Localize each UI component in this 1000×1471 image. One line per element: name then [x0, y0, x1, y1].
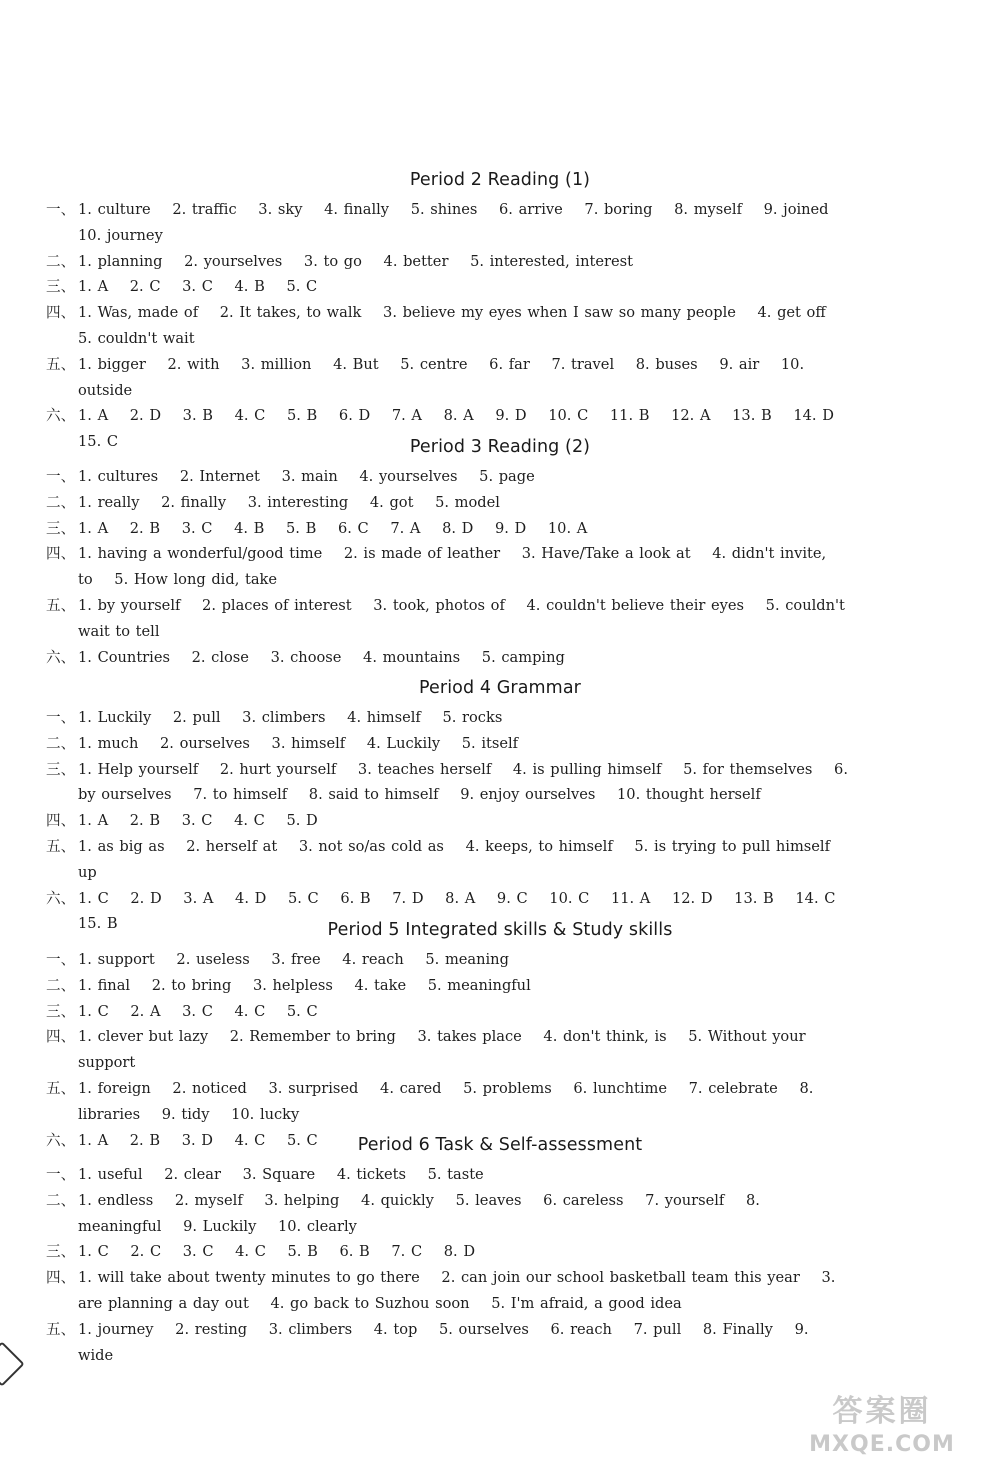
exercise-label: 四、 — [46, 545, 76, 563]
answer-item: 3. choose — [270, 648, 342, 666]
answer-item: 5. meaning — [425, 951, 509, 968]
answer-item: 8. A — [443, 407, 474, 425]
exercise-row — [0, 1239, 1000, 1265]
exercise-row — [0, 541, 1000, 593]
answer-item: 4. B — [234, 519, 265, 537]
answer-item: 4. got — [369, 493, 414, 511]
answer-item: 2. resting — [175, 1320, 248, 1338]
exercise-label: 六、 — [46, 648, 76, 666]
answer-item: 3. helping — [264, 1191, 340, 1209]
answer-item: 4. yourselves — [359, 468, 458, 485]
answer-item: 3. to go — [303, 252, 362, 270]
exercise-row — [0, 352, 1000, 404]
answer-item: 5. rocks — [442, 709, 503, 726]
exercise-label: 一、 — [46, 709, 76, 726]
answer-item: 1. Was, made of — [78, 304, 199, 322]
exercise-row — [0, 1265, 1000, 1317]
answer-item: 5. B — [287, 1243, 318, 1261]
answer-item: 4. keeps, to himself — [465, 837, 613, 855]
answer-item: 6. by ourselves — [78, 760, 848, 804]
exercise-answers — [78, 1317, 858, 1369]
answer-item: 6. reach — [550, 1320, 612, 1338]
answer-item: 8. meaningful — [78, 1191, 760, 1235]
answer-item: 6. B — [339, 1243, 370, 1261]
answer-item: 2. pull — [172, 709, 221, 726]
answer-item: 6. far — [489, 355, 530, 373]
answer-item: 9. joined — [763, 201, 829, 218]
answer-item: 7. D — [392, 889, 424, 907]
answer-item: 2. close — [191, 648, 249, 666]
answer-item: 5. shines — [410, 201, 478, 218]
exercise-answers — [78, 300, 858, 352]
answer-item: 9. enjoy ourselves — [460, 786, 596, 804]
answer-item: 12. D — [671, 889, 713, 907]
exercise-label: 三、 — [46, 519, 76, 537]
answer-item: 8. Finally — [702, 1320, 773, 1338]
answer-item: 9. D — [494, 519, 527, 537]
answer-item: 3. climbers — [242, 709, 326, 726]
answer-item: 3. Have/Take a look at — [521, 545, 691, 563]
answer-item: 10. lucky — [231, 1105, 300, 1123]
answer-item: 2. B — [129, 812, 161, 830]
answer-item: 4. reach — [342, 951, 404, 968]
answer-item: 2. herself at — [186, 837, 278, 855]
exercise-label: 一、 — [46, 201, 76, 218]
answer-item: 2. places of interest — [202, 596, 352, 614]
answer-item: 2. C — [130, 1243, 162, 1261]
exercise-answers — [78, 645, 858, 671]
exercise-answers — [78, 1239, 858, 1265]
answer-item: 2. is made of leather — [343, 545, 501, 563]
answer-item: 3. took, photos of — [373, 596, 505, 614]
exercise-row — [0, 731, 1000, 757]
answer-item: 3. climbers — [268, 1320, 353, 1338]
answer-item: 4. D — [235, 889, 267, 907]
answer-item: 10. outside — [78, 355, 805, 399]
exercise-row — [0, 197, 1000, 249]
exercise-answers — [78, 1188, 858, 1240]
exercise-label: 三、 — [46, 278, 76, 296]
answer-item: 3. Square — [242, 1166, 316, 1183]
exercise-answers — [78, 834, 858, 886]
answer-item: 2. C — [129, 278, 161, 296]
answer-item: 4. quickly — [361, 1191, 434, 1209]
answer-item: 3. himself — [271, 734, 346, 752]
answer-item: 4. finally — [324, 201, 390, 218]
answer-item: 1. cultures — [78, 468, 159, 485]
answer-item: 4. mountains — [363, 648, 461, 666]
answer-item: 4. C — [234, 1131, 266, 1149]
exercise-label: 六、 — [46, 889, 76, 907]
answer-item: 6. arrive — [499, 201, 563, 218]
answer-item: 5. B — [286, 519, 317, 537]
answer-item: 1. A — [78, 812, 109, 830]
answer-item: 5. C — [286, 278, 318, 296]
exercise-label: 三、 — [46, 1243, 76, 1261]
exercise-answers — [78, 274, 858, 300]
answer-item: 2. B — [129, 1131, 161, 1149]
answer-item: 15. B — [78, 915, 118, 933]
exercise-label: 四、 — [46, 1028, 76, 1046]
answer-item: 4. top — [373, 1320, 418, 1338]
answer-item: 1. journey — [78, 1320, 154, 1338]
exercise-label: 一、 — [46, 468, 76, 485]
exercise-answers — [78, 541, 858, 593]
answer-item: 1. C — [78, 889, 109, 907]
answer-item: 1. clever but lazy — [78, 1028, 209, 1046]
answer-item: 5. D — [286, 812, 318, 830]
exercise-answers — [78, 490, 858, 516]
watermark-site: MXQE.COM — [809, 1432, 955, 1457]
answer-item: 12. A — [671, 407, 711, 425]
answer-item: 5. camping — [481, 648, 565, 666]
exercise-answers — [78, 731, 858, 757]
answer-item: 7. celebrate — [688, 1079, 778, 1097]
exercise-label: 二、 — [46, 976, 76, 994]
exercise-label: 五、 — [46, 355, 76, 373]
answer-item: 3. million — [241, 355, 312, 373]
answer-item: 1. Luckily — [78, 709, 152, 726]
exercise-label: 五、 — [46, 596, 76, 614]
exercise-label: 五、 — [46, 1320, 76, 1338]
answer-item: 5. taste — [427, 1166, 484, 1183]
exercise-label: 二、 — [46, 734, 76, 752]
answer-item: 5. Without your support — [78, 1028, 806, 1072]
answer-item: 2. ourselves — [160, 734, 250, 752]
answer-item: 1. Help yourself — [78, 760, 199, 778]
answer-item: 5. for themselves — [683, 760, 813, 778]
answer-item: 1. will take about twenty minutes to go there — [78, 1269, 420, 1287]
answer-item: 2. to bring — [151, 976, 232, 994]
answer-item: 4. C — [234, 1002, 266, 1020]
period-6-section — [0, 1128, 1000, 1368]
exercise-label: 三、 — [46, 1002, 76, 1020]
exercise-label: 二、 — [46, 252, 76, 270]
exercise-label: 四、 — [46, 812, 76, 830]
answer-item: 2. yourselves — [184, 252, 283, 270]
answer-item: 4. Luckily — [366, 734, 441, 752]
answer-item: 1. having a wonderful/good time — [78, 545, 323, 563]
answer-item: 5. couldn't wait to tell — [78, 596, 845, 640]
answer-item: 3. believe my eyes when I saw so many people — [383, 304, 736, 322]
exercise-row — [0, 300, 1000, 352]
answer-item: 1. useful — [78, 1166, 143, 1183]
answer-item: 13. B — [734, 889, 774, 907]
answer-item: 3. interesting — [247, 493, 349, 511]
exercise-row — [0, 808, 1000, 834]
answer-item: 4. didn't invite, to — [78, 545, 827, 589]
exercise-label: 四、 — [46, 1269, 76, 1287]
answer-item: 11. A — [610, 889, 651, 907]
exercise-label: 四、 — [46, 304, 76, 322]
answer-item: 4. B — [234, 278, 265, 296]
exercise-label: 五、 — [46, 837, 76, 855]
answer-item: 3. takes place — [417, 1028, 522, 1046]
exercise-answers — [78, 808, 858, 834]
answer-item: 8. libraries — [78, 1079, 814, 1123]
answer-item: 9. D — [495, 407, 527, 425]
answer-item: 5. interested, interest — [470, 252, 633, 270]
answer-item: 3. surprised — [268, 1079, 359, 1097]
answer-item: 4. get off — [757, 304, 826, 322]
answer-item: 7. travel — [551, 355, 615, 373]
answer-item: 5. leaves — [455, 1191, 522, 1209]
answer-item: 2. can join our school basketball team this year — [441, 1269, 800, 1287]
answer-item: 2. B — [129, 519, 161, 537]
answer-item: 1. foreign — [78, 1079, 151, 1097]
answer-item: 3. A — [183, 889, 214, 907]
answer-item: 2. hurt yourself — [219, 760, 337, 778]
answer-item: 3. C — [181, 519, 213, 537]
answer-item: 3. C — [182, 1243, 214, 1261]
answer-item: 5. C — [286, 1131, 318, 1149]
exercise-row — [0, 464, 1000, 490]
answer-item: 10. A — [547, 519, 588, 537]
exercise-row — [0, 947, 1000, 973]
exercise-label: 二、 — [46, 1191, 76, 1209]
answer-item: 1. as big as — [78, 837, 165, 855]
period-title: Period 3 Reading (2) — [409, 437, 591, 457]
exercise-row — [0, 1317, 1000, 1369]
answer-item: 14. C — [795, 889, 836, 907]
exercise-answers — [78, 947, 858, 973]
answer-item: 5. centre — [400, 355, 468, 373]
exercise-label: 六、 — [46, 407, 76, 425]
answer-item: 3. sky — [258, 201, 303, 218]
exercise-label: 一、 — [46, 1166, 76, 1183]
exercise-label: 五、 — [46, 1079, 76, 1097]
watermark-logo: 答案圈 — [832, 1394, 932, 1429]
answer-item: 5. meaningful — [427, 976, 531, 994]
exercise-row — [0, 274, 1000, 300]
answer-item: 3. D — [181, 1131, 213, 1149]
answer-item: 2. finally — [161, 493, 227, 511]
answer-item: 5. problems — [463, 1079, 552, 1097]
exercise-row — [0, 1162, 1000, 1188]
answer-item: 1. C — [78, 1002, 109, 1020]
answer-item: 2. noticed — [172, 1079, 247, 1097]
answer-item: 6. careless — [543, 1191, 624, 1209]
answer-item: 9. air — [719, 355, 760, 373]
answer-item: 5. model — [435, 493, 500, 511]
answer-item: 4. But — [333, 355, 379, 373]
answer-item: 9. tidy — [161, 1105, 210, 1123]
answer-item: 2. A — [130, 1002, 161, 1020]
period-4-section — [0, 671, 1000, 937]
answer-item: 3. C — [182, 278, 213, 296]
answer-item: 2. useless — [176, 951, 250, 968]
period-5-section — [0, 913, 1000, 1153]
answer-item: 4. go back to Suzhou soon — [270, 1294, 470, 1312]
answer-item: 1. Countries — [78, 648, 170, 666]
period-title: Period 5 Integrated skills & Study skills — [327, 920, 673, 940]
answer-item: 5. C — [287, 889, 319, 907]
exercise-answers — [78, 249, 858, 275]
answer-item: 5. How long did, take — [114, 571, 278, 589]
answer-item: 1. A — [78, 407, 109, 425]
exercise-row — [0, 1024, 1000, 1076]
answer-item: 8. said to himself — [308, 786, 439, 804]
exercise-label: 六、 — [46, 1131, 76, 1149]
answer-item: 10. clearly — [277, 1217, 357, 1235]
answer-item: 5. C — [286, 1002, 318, 1020]
exercise-answers — [78, 973, 858, 999]
answer-item: 2. D — [130, 889, 162, 907]
answer-item: 1. A — [78, 1131, 109, 1149]
answer-item: 5. itself — [461, 734, 519, 752]
answer-item: 1. A — [78, 519, 109, 537]
exercise-answers — [78, 464, 858, 490]
answer-item: 4. C — [234, 407, 266, 425]
answer-item: 1. culture — [78, 201, 151, 218]
exercise-answers — [78, 1024, 858, 1076]
answer-item: 4. don't think, is — [543, 1028, 667, 1046]
answer-item: 4. cared — [380, 1079, 442, 1097]
answer-item: 2. traffic — [172, 201, 237, 218]
answer-item: 2. It takes, to walk — [219, 304, 362, 322]
answer-item: 7. A — [391, 407, 422, 425]
answer-item: 1. final — [78, 976, 131, 994]
answer-item: 10. C — [549, 889, 590, 907]
answer-item: 3. C — [182, 1002, 213, 1020]
answer-item: 10. journey — [78, 226, 163, 244]
answer-item: 5. ourselves — [438, 1320, 529, 1338]
answer-item: 7. boring — [584, 201, 653, 218]
answer-item: 4. couldn't believe their eyes — [526, 596, 745, 614]
answer-item: 5. is trying to pull himself up — [78, 837, 830, 881]
answer-item: 4. take — [354, 976, 407, 994]
exercise-answers — [78, 999, 858, 1025]
exercise-answers — [78, 352, 858, 404]
answer-item: 10. thought herself — [617, 786, 761, 804]
exercise-label: 二、 — [46, 493, 76, 511]
exercise-answers — [78, 593, 858, 645]
exercise-row — [0, 999, 1000, 1025]
exercise-answers — [78, 1162, 858, 1188]
answer-item: 9. Luckily — [183, 1217, 257, 1235]
answer-item: 1. by yourself — [78, 596, 181, 614]
exercise-answers — [78, 1076, 858, 1128]
watermark — [782, 1392, 982, 1464]
answer-item: 3. C — [181, 812, 213, 830]
exercise-row — [0, 757, 1000, 809]
exercise-label: 三、 — [46, 760, 76, 778]
exercise-answers — [78, 1265, 858, 1317]
answer-item: 8. buses — [635, 355, 698, 373]
answer-item: 4. C — [234, 812, 265, 830]
answer-item: 10. C — [548, 407, 589, 425]
answer-item: 7. C — [391, 1243, 423, 1261]
answer-item: 3. teaches herself — [357, 760, 492, 778]
exercise-answers — [78, 516, 858, 542]
answer-item: 7. A — [390, 519, 421, 537]
answer-item: 5. B — [286, 407, 318, 425]
exercise-row — [0, 1076, 1000, 1128]
exercise-answers — [78, 705, 858, 731]
answer-item: 7. yourself — [645, 1191, 725, 1209]
exercise-answers — [78, 197, 858, 249]
answer-item: 2. D — [129, 407, 162, 425]
answer-item: 6. D — [338, 407, 371, 425]
answer-item: 5. couldn't wait — [78, 329, 195, 347]
exercise-answers — [78, 757, 858, 809]
answer-item: 2. myself — [174, 1191, 243, 1209]
answer-item: 11. B — [609, 407, 650, 425]
answer-item: 3. not so/as cold as — [298, 837, 444, 855]
answer-item: 2. clear — [164, 1166, 221, 1183]
exercise-row — [0, 705, 1000, 731]
period-title: Period 4 Grammar — [419, 678, 581, 698]
period-title: Period 6 Task & Self-assessment — [357, 1135, 643, 1155]
answer-item: 8. D — [442, 519, 474, 537]
answer-item: 13. B — [732, 407, 772, 425]
exercise-row — [0, 490, 1000, 516]
answer-item: 2. Internet — [179, 468, 260, 485]
answer-item: 3. free — [271, 951, 321, 968]
answer-item: 3. B — [182, 407, 213, 425]
answer-item: 7. pull — [633, 1320, 682, 1338]
answer-item: 1. endless — [78, 1191, 154, 1209]
answer-item: 4. is pulling himself — [512, 760, 662, 778]
answer-item: 3. helpless — [252, 976, 333, 994]
answer-item: 9. wide — [78, 1320, 809, 1364]
answer-item: 4. tickets — [336, 1166, 406, 1183]
answer-item: 3. main — [281, 468, 338, 485]
exercise-row — [0, 973, 1000, 999]
answer-item: 1. bigger — [78, 355, 146, 373]
answer-item: 2. with — [167, 355, 220, 373]
answer-item: 6. lunchtime — [573, 1079, 667, 1097]
exercise-row — [0, 516, 1000, 542]
answer-item: 14. D — [793, 407, 834, 425]
answer-item: 1. support — [78, 951, 155, 968]
answer-item: 1. planning — [78, 252, 163, 270]
period-3-section — [0, 430, 1000, 670]
exercise-row — [0, 249, 1000, 275]
answer-item: 5. page — [479, 468, 535, 485]
answer-item: 8. A — [445, 889, 476, 907]
answer-item: 5. I'm afraid, a good idea — [491, 1294, 682, 1312]
period-title: Period 2 Reading (1) — [409, 170, 591, 190]
answer-item: 1. A — [78, 278, 109, 296]
answer-item: 4. himself — [347, 709, 421, 726]
exercise-row — [0, 645, 1000, 671]
answer-item: 4. better — [383, 252, 449, 270]
exercise-row — [0, 1188, 1000, 1240]
exercise-row — [0, 593, 1000, 645]
answer-item: 8. D — [443, 1243, 476, 1261]
answer-item: 2. Remember to bring — [229, 1028, 396, 1046]
answer-item: 8. myself — [674, 201, 742, 218]
answer-item: 1. much — [78, 734, 139, 752]
answer-item: 6. C — [337, 519, 369, 537]
answer-item: 1. really — [78, 493, 140, 511]
period-2-section — [0, 163, 1000, 455]
answer-item: 7. to himself — [193, 786, 288, 804]
answer-item: 9. C — [496, 889, 528, 907]
answer-item: 6. B — [340, 889, 371, 907]
exercise-row — [0, 834, 1000, 886]
answer-item: 1. C — [78, 1243, 109, 1261]
answer-item: 4. C — [235, 1243, 266, 1261]
answer-item: 3. are planning a day out — [78, 1269, 836, 1312]
exercise-label: 一、 — [46, 951, 76, 968]
answer-item: 15. C — [78, 433, 119, 451]
